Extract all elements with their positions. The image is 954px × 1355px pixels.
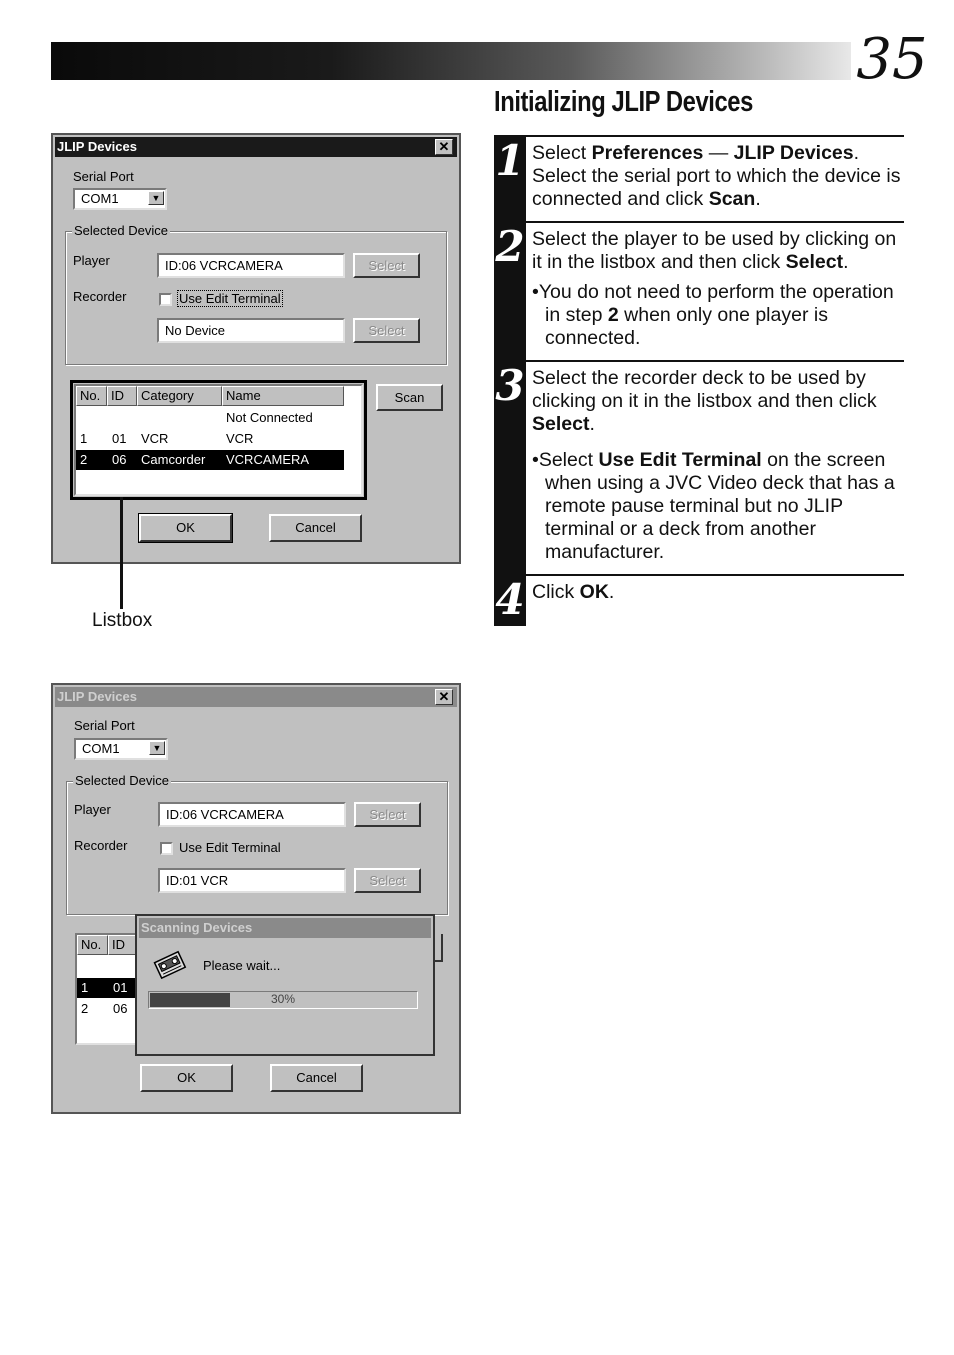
list-item-category[interactable]: Camcorder bbox=[141, 452, 206, 467]
step-note: •Select Use Edit Terminal on the screen when using a JVC Video deck that has a remote pause terminal but no JLIP terminal or a deck from another manufacturer. bbox=[532, 449, 895, 563]
progress-text: 30% bbox=[270, 992, 296, 1006]
step-number: 4 bbox=[495, 575, 525, 624]
recorder-select-button[interactable]: Select bbox=[353, 318, 420, 343]
player-label: Player bbox=[74, 802, 111, 817]
column-header[interactable]: ID bbox=[108, 935, 145, 955]
use-edit-terminal-label[interactable]: Use Edit Terminal bbox=[179, 840, 281, 855]
step-text: Select Preferences — JLIP Devices. Select the serial port to which the device is connected and click Scan. bbox=[532, 142, 901, 210]
serial-port-value: COM1 bbox=[81, 191, 119, 206]
close-icon[interactable]: ✕ bbox=[435, 689, 453, 705]
list-item-id[interactable]: 06 bbox=[112, 452, 127, 467]
column-header[interactable]: ID bbox=[107, 386, 137, 406]
cancel-button[interactable]: Cancel bbox=[269, 514, 362, 542]
dialog-titlebar bbox=[55, 687, 457, 707]
step-text: Click OK. bbox=[532, 581, 615, 603]
step-3 bbox=[494, 360, 904, 574]
player-field: ID:06 VCRCAMERA bbox=[157, 253, 345, 278]
section-title: Initializing JLIP Devices bbox=[494, 86, 753, 118]
list-item-id[interactable]: 06 bbox=[113, 1001, 128, 1016]
ok-button[interactable]: OK bbox=[140, 1064, 233, 1092]
cancel-button[interactable]: Cancel bbox=[270, 1064, 363, 1092]
list-item-category[interactable]: VCR bbox=[141, 431, 169, 446]
recorder-field: ID:01 VCR bbox=[158, 868, 346, 893]
callout-line bbox=[120, 497, 123, 609]
step-text: Select the recorder deck to be used by clicking on it in the listbox and then click Select. bbox=[532, 367, 877, 435]
list-item-name[interactable]: Not Connected bbox=[226, 410, 313, 425]
group-title: Selected Device bbox=[74, 223, 168, 238]
recorder-label: Recorder bbox=[73, 289, 127, 304]
column-header[interactable]: No. bbox=[77, 935, 108, 955]
steps-list bbox=[494, 135, 904, 626]
dialog-titlebar bbox=[55, 137, 457, 157]
step-4 bbox=[494, 574, 904, 626]
chevron-down-icon[interactable]: ▼ bbox=[149, 741, 165, 755]
list-item-no[interactable]: 2 bbox=[80, 452, 88, 467]
recorder-field: No Device bbox=[157, 318, 345, 343]
list-item-name[interactable]: VCRCAMERA bbox=[226, 452, 310, 467]
scanning-title: Scanning Devices bbox=[141, 920, 253, 935]
scanning-dialog bbox=[135, 914, 435, 1056]
callout-label: Listbox bbox=[92, 610, 153, 631]
use-edit-terminal-checkbox[interactable] bbox=[159, 293, 172, 306]
player-select-button[interactable]: Select bbox=[353, 253, 420, 278]
step-number: 1 bbox=[494, 137, 526, 221]
dialog-title: JLIP Devices bbox=[57, 689, 137, 704]
dialog-title: JLIP Devices bbox=[57, 139, 137, 154]
column-header[interactable]: Name bbox=[222, 386, 344, 406]
list-item-no[interactable]: 2 bbox=[81, 1001, 89, 1016]
step-2 bbox=[494, 221, 904, 360]
column-header[interactable]: Category bbox=[137, 386, 222, 406]
serial-port-label: Serial Port bbox=[74, 718, 135, 733]
use-edit-terminal-label[interactable]: Use Edit Terminal bbox=[179, 291, 281, 306]
list-item-no[interactable]: 1 bbox=[81, 980, 89, 995]
scanning-titlebar bbox=[139, 918, 431, 938]
vcr-camera-icon bbox=[151, 948, 191, 982]
step-number: 2 bbox=[494, 223, 526, 360]
list-item-id[interactable]: 01 bbox=[112, 431, 127, 446]
scan-button[interactable]: Scan bbox=[376, 384, 443, 411]
close-icon[interactable]: ✕ bbox=[435, 139, 453, 155]
jlip-devices-dialog bbox=[51, 133, 461, 564]
chevron-down-icon[interactable]: ▼ bbox=[148, 191, 164, 205]
serial-port-label: Serial Port bbox=[73, 169, 134, 184]
player-label: Player bbox=[73, 253, 110, 268]
step-note: •You do not need to perform the operation in step 2 when only one player is connected. bbox=[532, 281, 894, 349]
player-field: ID:06 VCRCAMERA bbox=[158, 802, 346, 827]
column-header[interactable]: No. bbox=[76, 386, 107, 406]
serial-port-combo[interactable] bbox=[74, 738, 168, 760]
header-bar bbox=[51, 42, 851, 80]
scan-progress-bar bbox=[148, 991, 418, 1009]
group-title: Selected Device bbox=[75, 773, 169, 788]
player-select-button[interactable]: Select bbox=[354, 802, 421, 827]
serial-port-combo[interactable] bbox=[73, 188, 167, 210]
page-number: 35 bbox=[856, 27, 928, 92]
list-item-no[interactable]: 1 bbox=[80, 431, 88, 446]
list-item-name[interactable]: VCR bbox=[226, 431, 254, 446]
recorder-select-button[interactable]: Select bbox=[354, 868, 421, 893]
recorder-label: Recorder bbox=[74, 838, 128, 853]
list-item-id[interactable]: 01 bbox=[113, 980, 128, 995]
ok-button[interactable]: OK bbox=[139, 514, 232, 542]
please-wait-text: Please wait... bbox=[203, 958, 281, 973]
step-1 bbox=[494, 135, 904, 221]
device-listbox[interactable] bbox=[74, 384, 363, 496]
step-text: Select the player to be used by clicking on it in the listbox and then click Select. bbox=[532, 228, 897, 273]
serial-port-value: COM1 bbox=[82, 741, 120, 756]
step-number: 3 bbox=[494, 362, 526, 574]
jlip-devices-dialog-scanning bbox=[51, 683, 461, 1114]
use-edit-terminal-checkbox[interactable] bbox=[160, 842, 173, 855]
